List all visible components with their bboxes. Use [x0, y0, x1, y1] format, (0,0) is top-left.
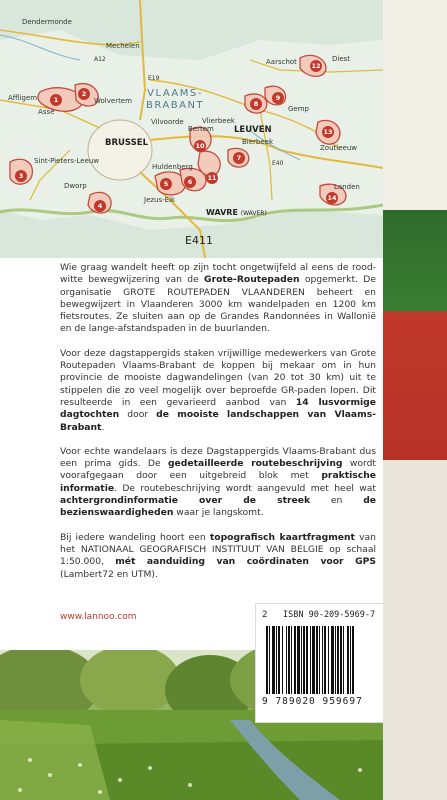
- barcode-bar: [319, 626, 320, 694]
- barcode-bar: [301, 626, 302, 694]
- barcode-bar: [276, 626, 277, 694]
- blurb-paragraph-4: [60, 532, 376, 581]
- book-edge-lower: [381, 460, 447, 800]
- isbn-prefix-digit: 2: [262, 610, 268, 620]
- barcode-bar: [337, 626, 339, 694]
- map-place-vilvoorde: Vilvoorde: [151, 118, 184, 126]
- region-map: [0, 0, 383, 258]
- p4-bold-1: topografisch kaartfragment: [209, 531, 355, 543]
- blurb-text: [60, 262, 376, 593]
- map-place-asse: Asse: [38, 108, 55, 116]
- p3-text-a: Voor echte wandelaars is deze Dagstappergids Vlaams-Brabant dus een prima gids. De: [60, 445, 376, 470]
- route-marker-12: 12: [311, 62, 321, 70]
- barcode-bar: [272, 626, 275, 694]
- map-city-brussel: BRUSSEL: [105, 138, 149, 148]
- barcode-bar: [312, 626, 315, 694]
- p1-bold: Grote-Routepaden: [204, 274, 300, 286]
- barcode-bar: [324, 626, 326, 694]
- route-marker-5: 5: [160, 178, 172, 190]
- ean-number: 9 789020 959697: [262, 696, 363, 707]
- route-marker-6: 6: [184, 176, 196, 188]
- map-place-dendermonde: Dendermonde: [22, 18, 72, 26]
- map-place-dworp: Dworp: [64, 182, 87, 190]
- map-place-bertem: Bertem: [188, 125, 214, 133]
- barcode-bar: [294, 626, 296, 694]
- barcode-bar: [328, 626, 329, 694]
- route-marker-2: 2: [78, 88, 90, 100]
- p2-bold-2: de mooiste landschappen van Vlaams-Brabant: [60, 409, 376, 433]
- map-road-a12: A12: [94, 56, 106, 63]
- map-road-e40: E40: [272, 160, 284, 167]
- blurb-paragraph-2: [60, 348, 376, 434]
- barcode-bar: [331, 626, 334, 694]
- p2-text-a: Voor deze dagstappergids staken vrijwillige medewerkers van Grote Routepaden Vlaams-Brabant de koppen bij mekaar om in hun provincie de mooiste dagwandelingen (van 20 tot 30 km) uit te stippelen die zo veel mogelijk over beproefde GR-paden lopen. Dit resulteerde in een gevarieerd aanbod van: [60, 347, 376, 408]
- p2-text-c: door: [119, 409, 157, 421]
- route-marker-1: 1: [50, 94, 62, 106]
- route-marker-14: 14: [327, 194, 337, 202]
- route-marker-3: 3: [15, 170, 27, 182]
- map-place-zoutleeuw: Zoutleeuw: [320, 144, 357, 152]
- p4-text-e: (Lambert72 en UTM).: [60, 568, 158, 580]
- map-city-leuven: LEUVEN: [234, 125, 272, 135]
- map-place-jezus-eik: Jezus-Eik: [144, 196, 176, 204]
- map-region-line1: VLAAMS-: [147, 88, 203, 99]
- map-region-label: [146, 88, 204, 112]
- barcode-bar: [288, 626, 290, 694]
- route-marker-4: 4: [94, 200, 106, 212]
- map-place-sint-pieters-leeuw: Sint-Pieters-Leeuw: [34, 157, 100, 165]
- publisher-website-link[interactable]: www.lannoo.com: [60, 612, 137, 622]
- p3-bold-1: gedetailleerde routebeschrijving: [167, 458, 343, 470]
- barcode-bar: [310, 626, 311, 694]
- p3-bold-3: achtergrondinformatie over de streek: [60, 495, 311, 507]
- map-place-vlierbeek: Vlierbeek: [202, 117, 235, 125]
- blurb-paragraph-1: [60, 262, 376, 336]
- route-marker-8: 8: [250, 98, 262, 110]
- barcode-bar: [303, 626, 305, 694]
- p3-text-c: wordt voorafgegaan door een uitgebreid blok met: [60, 458, 377, 482]
- map-city-wavre-alt: (WAVER): [240, 210, 267, 217]
- map-region-line2: BRABANT: [146, 100, 205, 111]
- route-marker-9: 9: [272, 92, 284, 104]
- route-marker-10: 10: [195, 142, 205, 150]
- isbn-text: ISBN 90-209-5969-7: [283, 610, 376, 620]
- map-city-wavre: [206, 208, 267, 217]
- p3-text-i: waar je langskomt.: [173, 507, 264, 519]
- barcode-bar: [350, 626, 351, 694]
- map-place-landen: Landen: [334, 183, 360, 191]
- barcode-bar: [306, 626, 308, 694]
- barcode-bars: [266, 626, 383, 694]
- route-marker-13: 13: [323, 128, 333, 136]
- map-place-affligem: Affligem: [8, 94, 38, 102]
- map-place-wolvertem: Wolvertem: [94, 97, 132, 105]
- route-marker-7: 7: [233, 152, 245, 164]
- p1-text-a: Wie graag wandelt heeft op zijn tocht ongetwijfeld al eens de rood-witte bewegwijzering van de: [60, 262, 376, 286]
- barcode-bar: [291, 626, 292, 694]
- barcode-sticker: [255, 603, 383, 723]
- p1-text-c: opgemerkt. De organisatie GROTE ROUTEPADEN VLAANDEREN beheert en bewegwijzert in Vlaanderen 3000 km wandelpaden en 1200 km fietsroutes. Ze sluiten aan op de Grandes Randonnées in Wallonië en de lange-afstandspaden in de buurlanden.: [60, 274, 376, 335]
- barcode-bar: [340, 626, 342, 694]
- barcode-bar: [322, 626, 323, 694]
- barcode-bar: [297, 626, 300, 694]
- map-place-diest: Diest: [332, 55, 351, 63]
- barcode-bar: [266, 626, 268, 694]
- barcode-bar: [352, 626, 354, 694]
- p3-bold-4: de bezienswaardigheden: [60, 495, 376, 519]
- map-place-mechelen: Mechelen: [106, 42, 140, 50]
- p3-text-g: en: [310, 495, 364, 507]
- barcode-bar: [347, 626, 349, 694]
- p4-text-c: van het NATIONAAL GEOGRAFISCH INSTITUUT VAN BELGIE op schaal 1:50.000,: [60, 531, 376, 568]
- p2-text-e: .: [101, 421, 105, 433]
- map-place-huldenberg: Huldenberg: [152, 163, 193, 171]
- map-place-aarschot: Aarschot: [266, 58, 297, 66]
- p4-text-a: Bij iedere wandeling hoort een: [60, 531, 210, 543]
- map-road-e19: E19: [148, 75, 160, 82]
- barcode-bar: [282, 626, 283, 694]
- map-place-bierbeek: Bierbeek: [242, 138, 274, 146]
- book-edge-color-band: [381, 210, 447, 460]
- barcode-bar: [286, 626, 287, 694]
- map-city-wavre-name: WAVRE: [206, 208, 238, 217]
- barcode-bar: [278, 626, 280, 694]
- p2-bold-1: 14 lusvormige dagtochten: [60, 396, 376, 421]
- barcode-bar: [316, 626, 318, 694]
- p3-text-e: . De routebeschrijving wordt aangevuld met heel wat: [114, 482, 376, 494]
- barcode-bar: [343, 626, 344, 694]
- route-marker-11: 11: [207, 174, 217, 182]
- barcode-bar: [269, 626, 270, 694]
- blurb-paragraph-3: [60, 446, 376, 520]
- barcode-bar: [335, 626, 336, 694]
- map-place-gemp: Gemp: [288, 105, 309, 113]
- p3-bold-2: praktische informatie: [60, 470, 376, 494]
- map-road-e411: E411: [185, 234, 213, 247]
- p4-bold-2: mét aanduiding van coördinaten voor GPS: [115, 556, 376, 568]
